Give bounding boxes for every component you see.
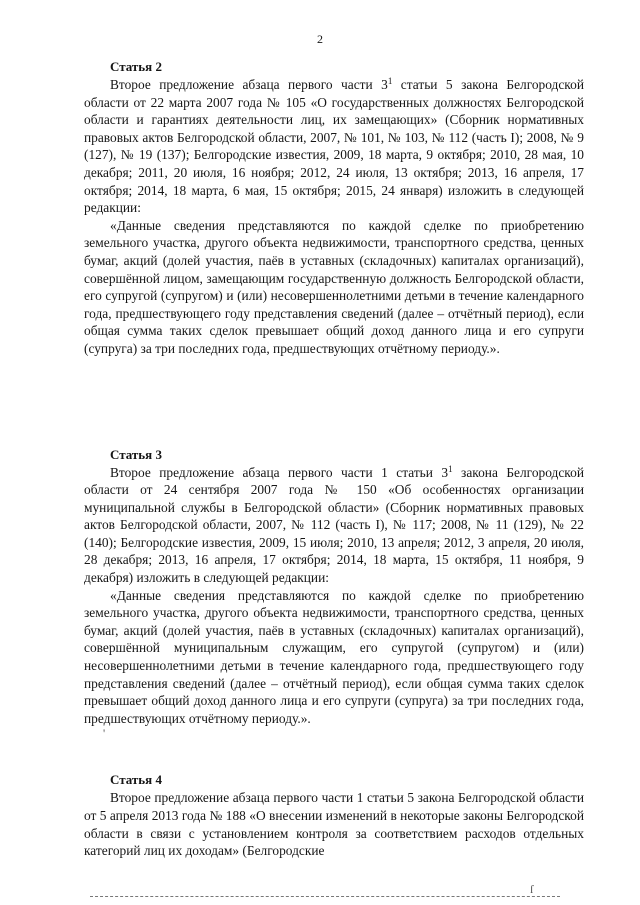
document-body <box>84 58 584 860</box>
superscript: 1 <box>448 463 453 474</box>
article-paragraph <box>84 464 584 587</box>
page-number: 2 <box>317 32 323 46</box>
paragraph-text: Второе предложение абзаца первого части 1 статьи 3 <box>110 464 449 480</box>
superscript: 1 <box>387 76 393 86</box>
paragraph-text: закона Белгородской области от 24 сентября 2007 года № 150 «Об особенностях организации муниципальной службы в Белгородской области» (Сборник нормативных правовых актов Белгородской области, 2007, № 112 (часть I), № 117; 2008, № 11 (129), № 22 (140); Белгородские известия, 2009, 15 июля; 2010, 13 апреля; 2012, 3 апреля, 20 июля, 28 декабря; 2013, 16 апреля, 17 октября; 2014, 18 марта, 15 октября, 11 ноября, 9 декабря) изложить в следующей редакции: <box>84 464 584 586</box>
article-paragraph <box>84 76 584 217</box>
article-2 <box>84 58 584 358</box>
quoted-paragraph: «Данные сведения представляются по каждой сделке по приобретению земельного участка, другого объекта недвижимости, транспортного средства, ценных бумаг, акций (долей участия, паёв в уставных (складочных) капиталах организаций), совершённой муниципальным служащим, его супругой (супругом) и (или) несовершеннолетними детьми в течение календарного года, предшествующего году представления сведений (далее – отчётный период), если общая сумма таких сделок превышает общий доход данного лица и его супруги (супруга) за три последних года, предшествующих отчётному периоду.». <box>84 587 584 726</box>
article-4 <box>84 771 584 859</box>
article-heading: Статья 3 <box>110 446 162 462</box>
paragraph-text: статьи 5 закона Белгородской области от 22 марта 2007 года № 105 «О государственных должностях Белгородской области и гарантиях деятельности лиц, их замещающих» (Сборник нормативных правовых актов Белгородской области, 2007, № 101, № 103, № 112 (часть I); 2008, № 9 (127), № 19 (137); Белгородские известия, 2009, 18 марта, 9 октября; 2010, 28 мая, 10 декабря; 2011, 20 июля, 16 ноября; 2012, 24 июля, 13 октября; 2013, 16 апреля, 17 октября; 2014, 18 марта, 6 мая, 15 октября; 2015, 24 января) изложить в следующей редакции: <box>84 77 584 216</box>
article-paragraph: Второе предложение абзаца первого части 1 статьи 5 закона Белгородской области от 5 апреля 2013 года № 188 «О внесении изменений в некоторые законы Белгородской области в связи с установлением контроля за соответствием расходов отдельных категорий лиц их доходам» (Белгородские <box>84 790 584 859</box>
article-3 <box>84 446 584 728</box>
quoted-paragraph: «Данные сведения представляются по каждой сделке по приобретению земельного участка, другого объекта недвижимости, транспортного средства, ценных бумаг, акций (долей участия, паёв в уставных (складочных) капиталах организаций), совершённой лицом, замещающим государственную должность Белгородской области, его супругой (супругом) и (или) несовершеннолетними детьми в течение календарного года, предшествующего году представления сведений (далее – отчётный период), если общая сумма таких сделок превышает общий доход данного лица и его супруги (супруга) за три последних года, предшествующих отчётному периоду.». <box>84 217 584 356</box>
scan-edge-line <box>90 896 560 897</box>
article-heading: Статья 2 <box>110 59 162 74</box>
paragraph-text: Второе предложение абзаца первого части 3 <box>110 77 388 92</box>
article-heading: Статья 4 <box>110 772 162 788</box>
margin-mark: ſ <box>530 882 534 896</box>
margin-mark: ' <box>103 726 106 740</box>
